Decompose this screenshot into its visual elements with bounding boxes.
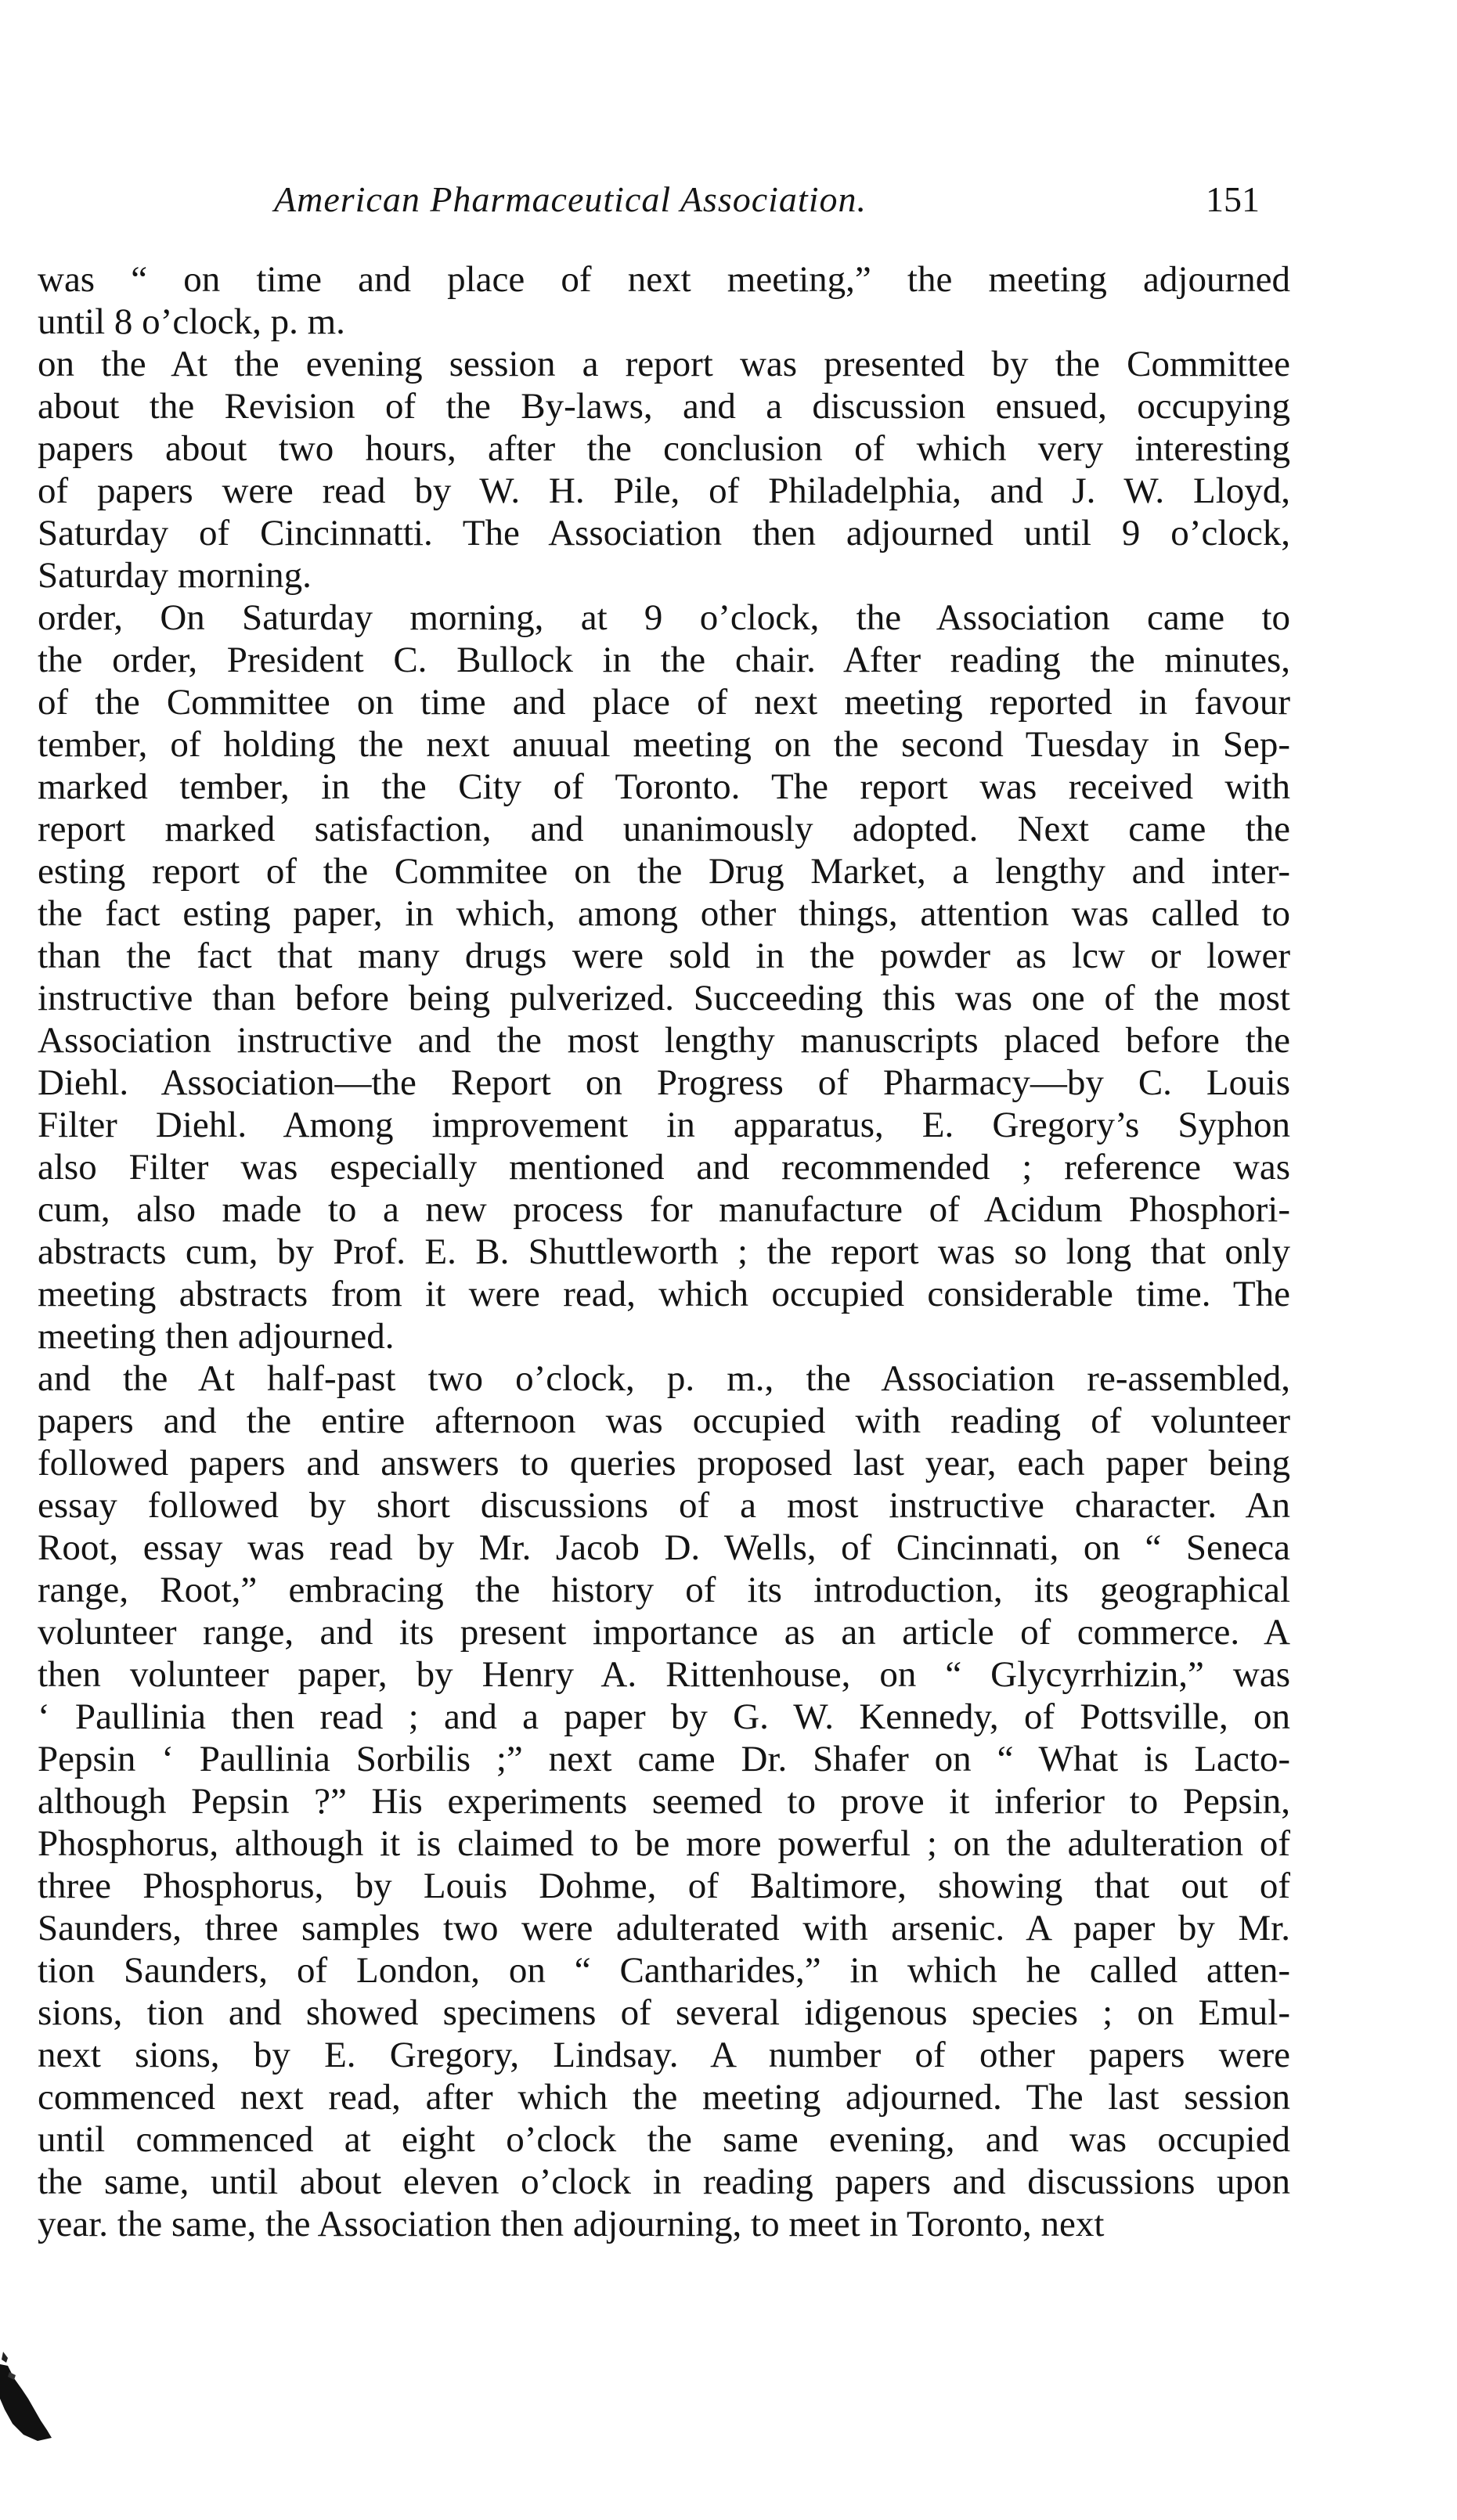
text-line: Saunders, three samples two were adulterated with arsenic. A paper by Mr. bbox=[38, 1908, 1290, 1949]
text-line: commenced next read, after which the meeting adjourned. The last session bbox=[38, 2077, 1290, 2118]
text-line: the order, President C. Bullock in the chair. After reading the minutes, bbox=[38, 640, 1290, 680]
text-line: tember, of holding the next anuual meeting on the second Tuesday in Sep- bbox=[38, 724, 1290, 765]
text-line: ‘ Paullinia then read ; and a paper by G. W. Kennedy, of Pottsville, on bbox=[38, 1696, 1290, 1737]
text-line: the same, until about eleven o’clock in reading papers and discussions upon bbox=[38, 2161, 1290, 2202]
text-line: than the fact that many drugs were sold in the powder as lcw or lower bbox=[38, 936, 1290, 976]
text-line: range, Root,” embracing the history of its introduction, its geographical bbox=[38, 1570, 1290, 1610]
text-line: on the At the evening session a report was presented by the Committee bbox=[38, 344, 1290, 384]
text-line: marked tember, in the City of Toronto. The report was received with bbox=[38, 766, 1290, 807]
text-line: until 8 o’clock, p. m. bbox=[38, 301, 345, 342]
text-line: about the Revision of the By-laws, and a discussion ensued, occupying bbox=[38, 386, 1290, 427]
text-line: until commenced at eight o’clock the same evening, and was occupied bbox=[38, 2119, 1290, 2160]
text-line: papers about two hours, after the conclusion of which very interesting bbox=[38, 428, 1290, 469]
text-line: followed papers and answers to queries proposed last year, each paper being bbox=[38, 1443, 1290, 1484]
text-line: although Pepsin ?” His experiments seemed to prove it inferior to Pepsin, bbox=[38, 1781, 1290, 1822]
body-text bbox=[38, 258, 1290, 2245]
scan-edge-mark bbox=[0, 2317, 55, 2442]
text-line: Root, essay was read by Mr. Jacob D. Wells, of Cincinnati, on “ Seneca bbox=[38, 1527, 1290, 1568]
text-line: meeting then adjourned. bbox=[38, 1316, 395, 1357]
text-line: instructive than before being pulverized. Succeeding this was one of the most bbox=[38, 978, 1290, 1018]
text-line: sions, tion and showed specimens of several idigenous species ; on Emul- bbox=[38, 1992, 1290, 2033]
text-line: essay followed by short discussions of a most instructive character. An bbox=[38, 1485, 1290, 1526]
text-line: esting report of the Commitee on the Drug Market, a lengthy and inter- bbox=[38, 851, 1290, 892]
text-line: tion Saunders, of London, on “ Cantharides,” in which he called atten- bbox=[38, 1950, 1290, 1991]
text-line: papers and the entire afternoon was occupied with reading of volunteer bbox=[38, 1401, 1290, 1441]
text-line: year. the same, the Association then adjourning, to meet in Toronto, next bbox=[38, 2204, 1105, 2244]
text-line: Saturday of Cincinnatti. The Association then adjourned until 9 o’clock, bbox=[38, 513, 1290, 553]
text-line: Phosphorus, although it is claimed to be more powerful ; on the adulteration of bbox=[38, 1823, 1290, 1864]
text-line: and the At half-past two o’clock, p. m., the Association re-assembled, bbox=[38, 1358, 1290, 1399]
text-line: the fact esting paper, in which, among other things, attention was called to bbox=[38, 893, 1290, 934]
text-line: Saturday morning. bbox=[38, 555, 312, 596]
running-title: American Pharmaceutical Association. bbox=[274, 179, 867, 219]
text-line: next sions, by E. Gregory, Lindsay. A number of other papers were bbox=[38, 2035, 1290, 2075]
text-line: Filter Diehl. Among improvement in apparatus, E. Gregory’s Syphon bbox=[38, 1105, 1290, 1145]
text-line: Pepsin ‘ Paullinia Sorbilis ;” next came Dr. Shafer on “ What is Lacto- bbox=[38, 1739, 1290, 1779]
text-line: also Filter was especially mentioned and recommended ; reference was bbox=[38, 1147, 1290, 1188]
text-line: three Phosphorus, by Louis Dohme, of Baltimore, showing that out of bbox=[38, 1866, 1290, 1906]
text-line: meeting abstracts from it were read, which occupied considerable time. The bbox=[38, 1274, 1290, 1314]
text-line: order, On Saturday morning, at 9 o’clock, the Association came to bbox=[38, 597, 1290, 638]
text-line: volunteer range, and its present importance as an article of commerce. A bbox=[38, 1612, 1290, 1653]
text-line: report marked satisfaction, and unanimously adopted. Next came the bbox=[38, 809, 1290, 849]
text-line: Association instructive and the most lengthy manuscripts placed before the bbox=[38, 1020, 1290, 1061]
text-line: of papers were read by W. H. Pile, of Philadelphia, and J. W. Lloyd, bbox=[38, 470, 1290, 511]
text-line: Diehl. Association—the Report on Progress of Pharmacy—by C. Louis bbox=[38, 1062, 1290, 1103]
text-line: was “ on time and place of next meeting,” the meeting adjourned bbox=[38, 259, 1290, 300]
text-line: cum, also made to a new process for manufacture of Acidum Phosphori- bbox=[38, 1189, 1290, 1230]
page-number: 151 bbox=[1206, 179, 1260, 219]
text-line: then volunteer paper, by Henry A. Rittenhouse, on “ Glycyrrhizin,” was bbox=[38, 1654, 1290, 1695]
text-line: abstracts cum, by Prof. E. B. Shuttleworth ; the report was so long that only bbox=[38, 1231, 1290, 1272]
text-line: of the Committee on time and place of next meeting reported in favour bbox=[38, 682, 1290, 723]
